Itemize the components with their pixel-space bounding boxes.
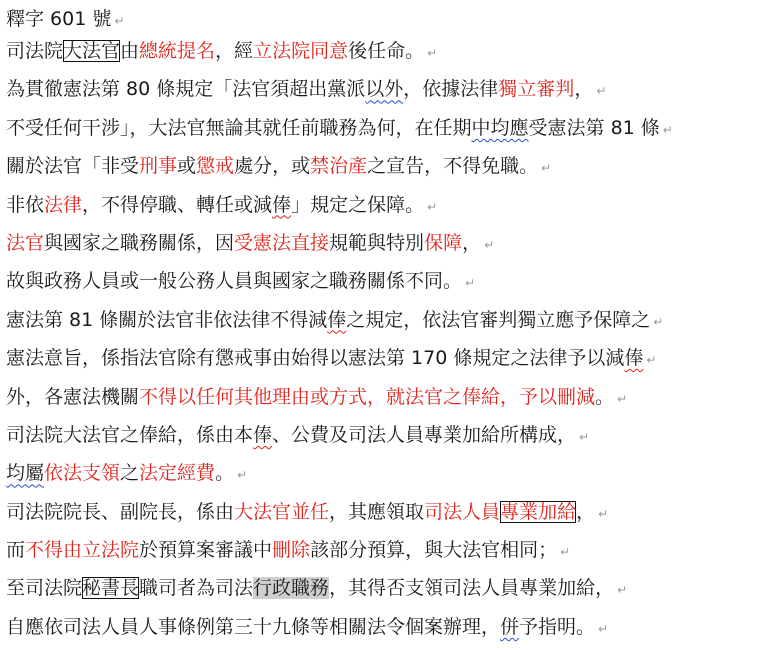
grammar-underline-text: 以外 (365, 78, 404, 101)
paragraph-mark-icon: ↵ (662, 122, 673, 137)
text-run: ，不得停職、轉任或減 (82, 193, 273, 216)
text-run: ，其應領取 (329, 500, 425, 523)
paragraph-mark-icon: ↵ (560, 545, 571, 560)
text-line[interactable] (6, 454, 773, 492)
red-highlight-text: 禁治產 (310, 155, 368, 178)
text-run: ， (462, 231, 482, 254)
text-run: 該部分預算，與大法官相同； (310, 539, 558, 562)
text-line[interactable] (6, 186, 773, 224)
red-highlight-text: 不得由立法院 (25, 539, 140, 562)
text-run: 非依 (6, 193, 45, 216)
text-run: 後任命。 (348, 40, 425, 62)
text-line[interactable] (6, 531, 773, 569)
red-highlight-text: 依法支領 (44, 462, 121, 485)
text-run: 司法院院長、副院長，係由 (6, 500, 235, 523)
spelling-underline-text: 俸 (272, 193, 292, 216)
text-run: 之規定，依法官審判獨立應予保障之 (346, 308, 651, 331)
paragraph-mark-icon: ↵ (579, 429, 590, 444)
text-run: 規範與特別 (329, 231, 425, 254)
text-run: 或 (177, 155, 197, 178)
document-heading[interactable] (6, 6, 773, 32)
text-run: 」規定之保障。 (291, 193, 425, 216)
red-highlight-text: 司法人員 (424, 500, 501, 523)
paragraph-mark-icon: ↵ (541, 161, 552, 176)
text-run: 至司法院 (6, 577, 83, 600)
boxed-text: 秘書長 (82, 577, 140, 600)
boxed-text: 專業加給 (500, 500, 577, 523)
paragraph-mark-icon: ↵ (617, 391, 628, 406)
text-line[interactable] (6, 109, 773, 147)
text-line[interactable] (6, 301, 773, 339)
text-line[interactable] (6, 70, 773, 108)
text-run: 、公費及司法人員專業加給所構成， (272, 423, 577, 446)
text-line[interactable] (6, 339, 773, 377)
paragraph-mark-icon: ↵ (465, 276, 476, 291)
grammar-underline-text: 中均應 (471, 116, 529, 139)
text-run: 關於法官「非受 (6, 155, 140, 178)
grammar-underline-text: 均屬 (6, 462, 45, 485)
text-run: 故與政務人員或一般公務人員與國家之職務關係不同。 (6, 270, 463, 293)
paragraph-mark-icon: ↵ (596, 84, 607, 99)
spelling-underline-text: 俸 (253, 423, 273, 446)
paragraph-mark-icon: ↵ (646, 353, 657, 368)
text-run: 之 (120, 462, 140, 485)
paragraph-mark-icon: ↵ (237, 468, 248, 483)
red-highlight-text: 獨立審判 (498, 78, 575, 101)
text-line[interactable] (6, 262, 773, 300)
text-run: 司法院 (6, 40, 64, 62)
paragraph-mark-icon: ↵ (427, 199, 438, 214)
text-run: 。 (215, 462, 235, 485)
red-highlight-text: 懲戒 (196, 155, 235, 178)
text-run: 之宣告，不得免職。 (367, 155, 539, 178)
text-line[interactable] (6, 493, 773, 531)
spelling-underline-text: 俸 (624, 347, 644, 370)
red-highlight-text: 刪除 (272, 539, 311, 562)
text-run: 憲法第 81 條關於法官非依法律不得減 (6, 308, 328, 331)
paragraph-mark-icon: ↵ (598, 506, 609, 521)
text-line[interactable] (6, 32, 773, 70)
text-run: 於預算案審議中 (139, 539, 273, 562)
red-highlight-text: 保障 (424, 231, 463, 254)
paragraph-mark-icon: ↵ (114, 14, 125, 28)
text-run: ， (576, 500, 596, 523)
text-run: 外，各憲法機關 (6, 385, 140, 408)
document-body[interactable] (6, 6, 773, 646)
text-run: 由 (120, 40, 140, 62)
text-line[interactable] (6, 378, 773, 416)
text-run: 與國家之職務關係，因 (44, 231, 235, 254)
text-run: 受憲法第 81 條 (528, 116, 660, 139)
text-run: 予指明。 (519, 615, 596, 638)
text-run: 為貫徹憲法第 80 條規定「法官須超出黨派 (6, 78, 366, 101)
text-run: 司法院大法官之俸給，係由本 (6, 423, 254, 446)
paragraph-mark-icon: ↵ (427, 46, 438, 60)
red-highlight-text: 不得以任何其他理由或方式，就法官之俸給，予以刪減 (139, 385, 596, 408)
text-run: 。 (595, 385, 615, 408)
text-run: 而 (6, 539, 26, 562)
text-line[interactable] (6, 416, 773, 454)
text-run: ，經 (215, 40, 254, 62)
red-highlight-text: 法律 (44, 193, 83, 216)
red-highlight-text: 總統提名 (139, 40, 216, 62)
red-highlight-text: 法官 (6, 231, 45, 254)
paragraph-mark-icon: ↵ (484, 237, 495, 252)
text-run: ，依據法律 (403, 78, 499, 101)
red-highlight-text: 受憲法直接 (234, 231, 330, 254)
text-run: 釋字 601 號 (6, 8, 112, 30)
paragraph-mark-icon: ↵ (598, 621, 609, 636)
text-line[interactable] (6, 608, 773, 646)
text-line[interactable] (6, 569, 773, 607)
text-line[interactable] (6, 147, 773, 185)
boxed-text: 大法官 (63, 40, 121, 62)
text-line[interactable] (6, 224, 773, 262)
red-highlight-text: 立法院同意 (253, 40, 349, 62)
text-run: ， (574, 78, 594, 101)
red-highlight-text: 刑事 (139, 155, 178, 178)
red-highlight-text: 法定經費 (139, 462, 216, 485)
grammar-underline-text: 併 (500, 615, 520, 638)
spelling-underline-text: 俸 (327, 308, 347, 331)
text-run: 不受任何干涉」，大法官無論其就任前職務為何，在任期 (6, 116, 472, 139)
paragraph-mark-icon: ↵ (653, 314, 664, 329)
text-run: 自應依司法人員人事條例第三十九條等相關法令個案辦理， (6, 615, 501, 638)
gray-highlight-text: 行政職務 (253, 577, 330, 600)
text-run: 職司者為司法 (139, 577, 254, 600)
text-run: ，其得否支領司法人員專業加給， (329, 577, 615, 600)
text-run: 憲法意旨，係指法官除有懲戒事由始得以憲法第 170 條規定之法律予以減 (6, 347, 625, 370)
paragraph-mark-icon: ↵ (617, 583, 628, 598)
text-run: 處分，或 (234, 155, 311, 178)
red-highlight-text: 大法官並任 (234, 500, 330, 523)
